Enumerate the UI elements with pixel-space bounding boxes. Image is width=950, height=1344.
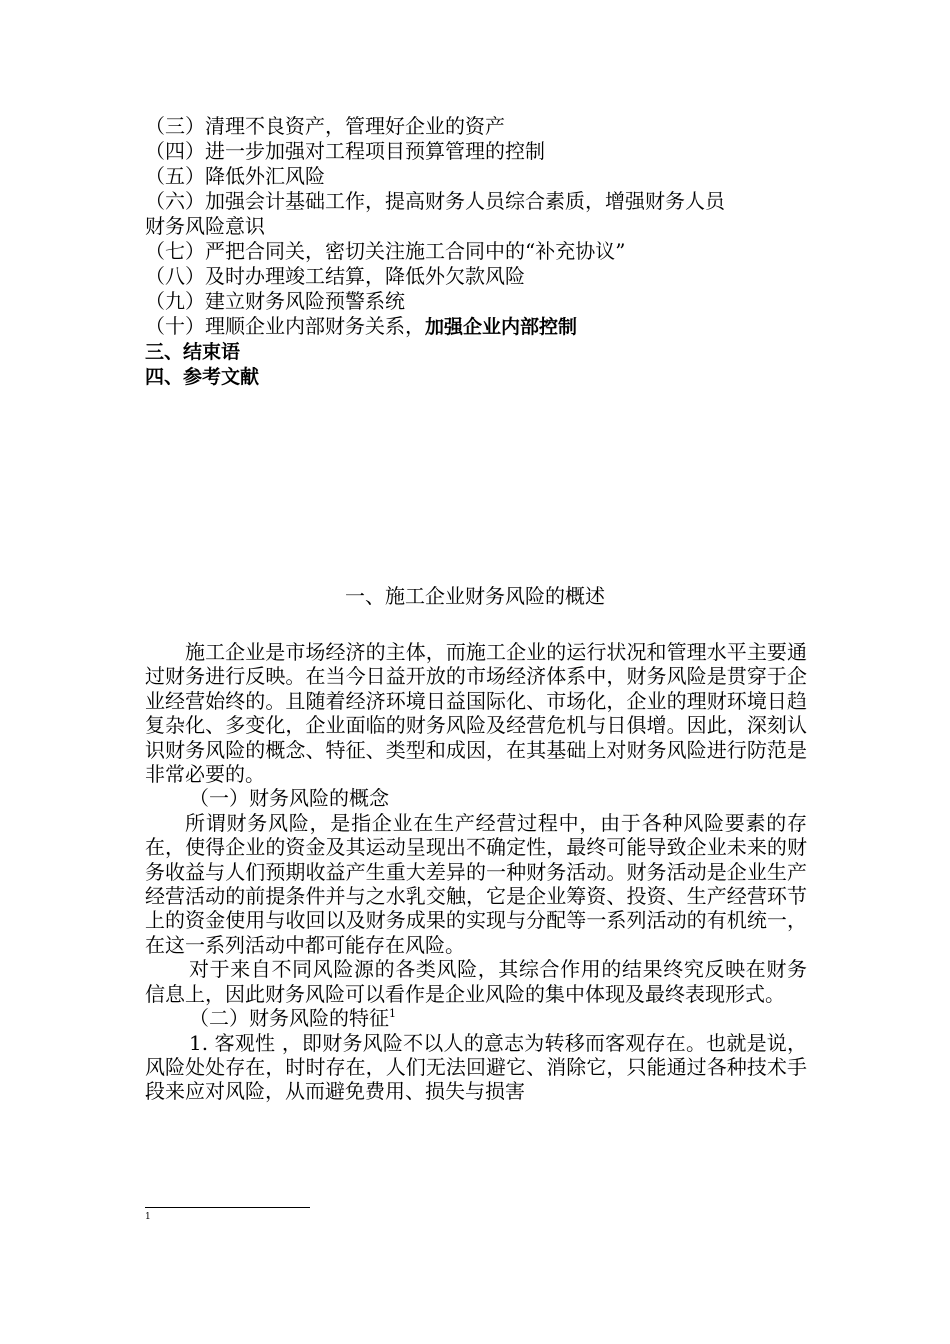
toc-section-references: 四、参考文献 <box>145 366 260 388</box>
body-paragraph: 1. 客观性 ，即财务风险不以人的意志为转移而客观存在。也就是说，风险处处存在，时时存在，人们无法回避它、消除它，只能通过各种技术手段来应对风险，从而避免费用、损失与损害 <box>145 1030 807 1104</box>
body-paragraph: 对于来自不同风险源的各类风险，其综合作用的结果终究反映在财务信息上，因此财务风险可以看作是企业风险的集中体现及最终表现形式。 <box>145 957 807 1006</box>
toc-item: （七）严把合同关，密切关注施工合同中的“补充协议” <box>145 239 626 263</box>
toc-section-conclusion: 三、结束语 <box>145 341 241 363</box>
toc-item: （六）加强会计基础工作，提高财务人员综合素质，增强财务人员 <box>145 189 725 213</box>
subheading: （一）财务风险的概念 <box>189 786 389 811</box>
footnote-mark: 1 <box>145 1212 151 1222</box>
subheading <box>145 1006 807 1030</box>
subheading-text: （二）财务风险的特征 <box>189 1006 389 1031</box>
toc-item: （五）降低外汇风险 <box>145 164 325 188</box>
toc-item-text: （十）理顺企业内部财务关系， <box>145 314 425 338</box>
toc-item: （三）清理不良资产，管理好企业的资产 <box>145 114 505 138</box>
body-paragraph: 施工企业是市场经济的主体，而施工企业的运行状况和管理水平主要通过财务进行反映。在当今日益开放的市场经济体系中，财务风险是贯穿于企业经营始终的。且随着经济环境日益国际化、市场化，企业的理财环境日趋复杂化、多变化，企业面临的财务风险及经营危机与日俱增。因此，深刻认识财务风险的概念、特征、类型和成因，在其基础上对财务风险进行防范是非常必要的。 <box>145 640 807 787</box>
toc-item-continuation: 财务风险意识 <box>145 214 265 238</box>
toc-item: （四）进一步加强对工程项目预算管理的控制 <box>145 139 545 163</box>
toc-item: （九）建立财务风险预警系统 <box>145 289 405 313</box>
footnote-reference[interactable]: 1 <box>389 1007 396 1021</box>
document-body <box>145 640 807 1104</box>
toc-item: （八）及时办理竣工结算，降低外欠款风险 <box>145 264 525 288</box>
section-title: 一、施工企业财务风险的概述 <box>345 584 605 608</box>
body-paragraph: 所谓财务风险，是指企业在生产经营过程中，由于各种风险要素的存在，使得企业的资金及其运动呈现出不确定性，最终可能导致企业未来的财务收益与人们预期收益产生重大差异的一种财务活动。财务活动是企业生产经营活动的前提条件并与之水乳交触，它是企业筹资、投资、生产经营环节上的资金使用与收回以及财务成果的实现与分配等一系列活动的有机统一，在这一系列活动中都可能存在风险。 <box>145 810 807 957</box>
footnote-divider <box>145 1207 310 1208</box>
table-of-contents <box>145 114 825 390</box>
toc-item-bold-text: 加强企业内部控制 <box>425 316 578 338</box>
toc-item <box>145 314 825 340</box>
